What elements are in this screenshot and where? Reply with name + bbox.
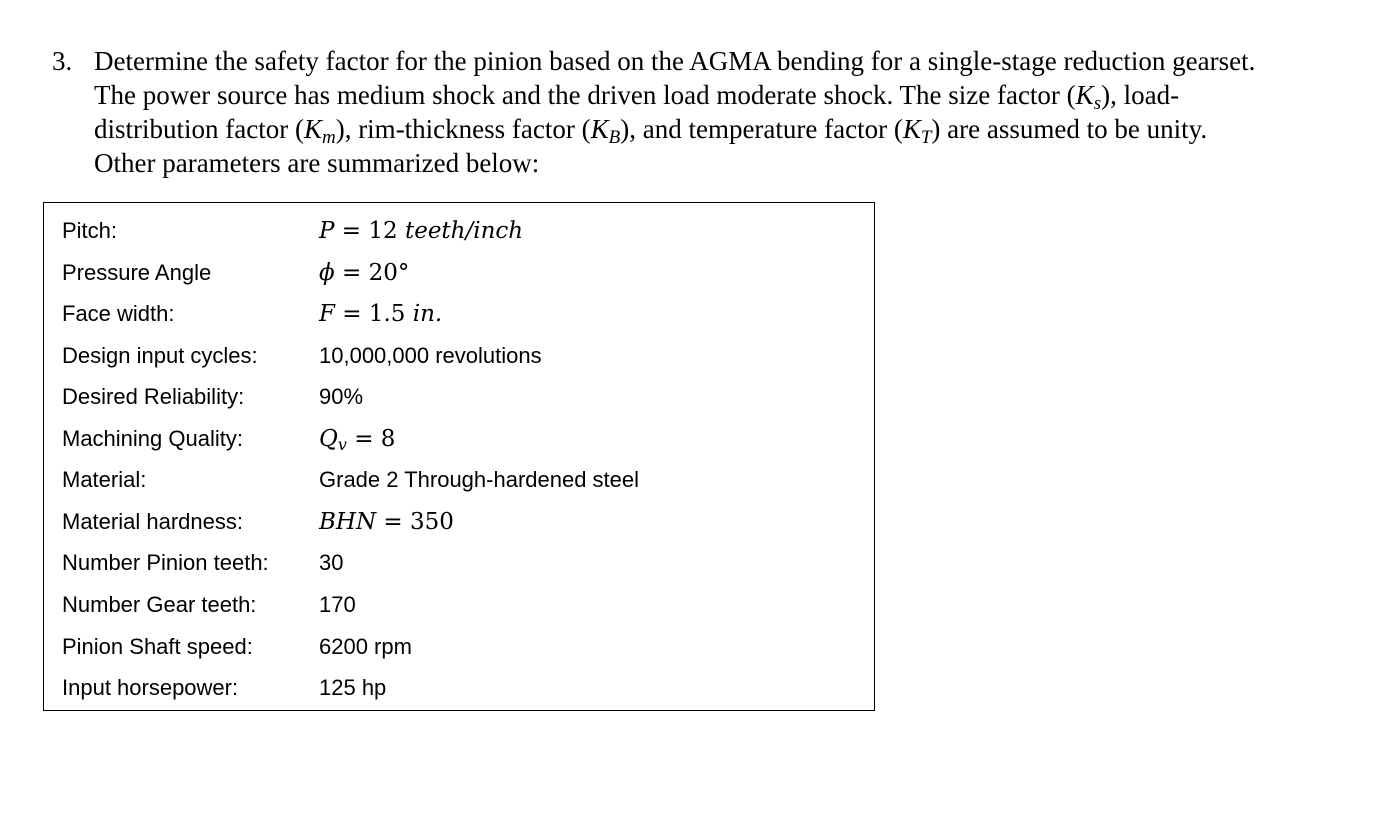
param-value: 6200 rpm <box>319 634 412 659</box>
problem-number: 3. <box>52 46 73 76</box>
param-value: BHN = 350 <box>319 509 454 535</box>
param-row-material <box>44 465 874 495</box>
problem-statement <box>52 44 1352 180</box>
param-value: 10,000,000 revolutions <box>319 343 542 368</box>
param-value: 170 <box>319 592 356 617</box>
size-factor-symbol: $K_s$ <box>1075 80 1102 114</box>
param-row-pitch <box>44 216 874 246</box>
param-value: ϕ = 20° <box>319 260 410 286</box>
load-distribution-factor-symbol: $K_m$ <box>303 114 336 148</box>
param-value: F = 1.5 in. <box>319 301 443 327</box>
problem-line-2: The power source has medium shock and the driven load moderate shock. The size factor $(K_s)$, load- <box>94 80 1180 114</box>
problem-line-1: Determine the safety factor for the pinion based on the AGMA bending for a single-stage reduction gearset. <box>94 46 1256 76</box>
param-label: Number Pinion teeth: <box>62 550 269 575</box>
param-label: Pressure Angle <box>62 260 212 285</box>
param-label: Machining Quality: <box>62 426 243 451</box>
rim-thickness-factor-symbol: $K_B$ <box>590 114 621 148</box>
param-value: Grade 2 Through-hardened steel <box>319 467 640 492</box>
param-label: Input horsepower: <box>62 675 239 700</box>
param-label: Face width: <box>62 301 175 326</box>
param-label: Pitch: <box>62 218 118 243</box>
param-row-hardness <box>44 507 874 537</box>
param-label: Design input cycles: <box>62 343 258 368</box>
param-value: P = 12 teeth/inch <box>319 218 524 244</box>
param-row-face-width <box>44 299 874 329</box>
param-value: 125 hp <box>319 675 387 700</box>
temperature-factor-symbol: $K_T$ <box>902 114 932 148</box>
param-label: Number Gear teeth: <box>62 592 257 617</box>
problem-line-3: distribution factor $(K_m)$, rim-thickness factor $(K_B)$, and temperature factor $(K_T)$ are assumed to be unity. <box>94 114 1208 148</box>
param-row-design-cycles <box>44 341 874 371</box>
param-label: Desired Reliability: <box>62 384 245 409</box>
param-row-pressure-angle <box>44 258 874 288</box>
param-value: 30 <box>319 550 344 575</box>
param-row-gear-teeth <box>44 590 874 620</box>
param-row-machining-quality <box>44 424 874 454</box>
param-value: 90% <box>319 384 364 409</box>
param-value: $Q_v = 8$ <box>319 426 396 454</box>
problem-text <box>94 44 1352 180</box>
param-row-shaft-speed <box>44 632 874 662</box>
param-label: Material: <box>62 467 147 492</box>
problem-line-4: Other parameters are summarized below: <box>94 148 540 178</box>
param-label: Material hardness: <box>62 509 243 534</box>
parameters-table <box>43 202 875 711</box>
param-row-pinion-teeth <box>44 548 874 578</box>
param-row-horsepower <box>44 673 874 703</box>
param-label: Pinion Shaft speed: <box>62 634 253 659</box>
param-row-reliability <box>44 382 874 412</box>
